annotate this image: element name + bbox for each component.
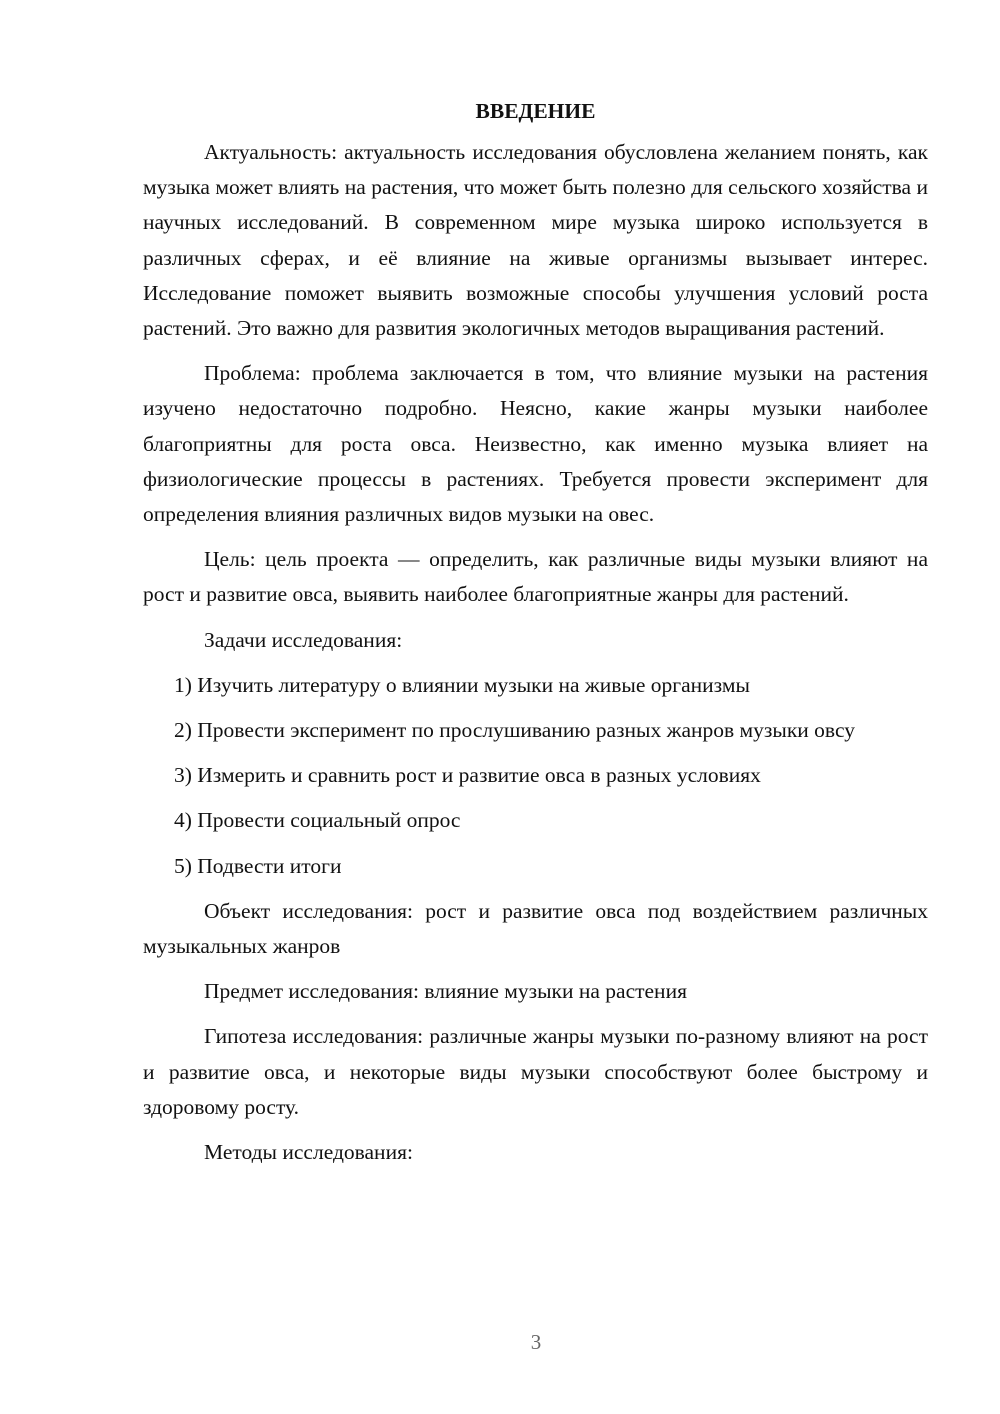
paragraph-problem: Проблема: проблема заключается в том, что влияние музыки на растения изучено недостаточно подробно. Неясно, какие жанры музыки наиболее благоприятны для роста овса. Неизвестно, как именно музыка влияет на физиологические процессы в растениях. Требуется провести эксперимент для определения влияния различных видов музыки на овес. bbox=[143, 361, 928, 527]
paragraph-hypothesis: Гипотеза исследования: различные жанры музыки по-разному влияют на рост и развитие овса, и некоторые виды музыки способствуют более быстрому и здоровому росту. bbox=[143, 1024, 928, 1119]
page-title: ВВЕДЕНИЕ bbox=[475, 99, 596, 123]
paragraph-goal: Цель: цель проекта — определить, как различные виды музыки влияют на рост и развитие овса, выявить наиболее благоприятные жанры для растений. bbox=[143, 547, 928, 607]
page-number: 3 bbox=[530, 1330, 542, 1354]
task-item-3: 3) Измерить и сравнить рост и развитие овса в разных условиях bbox=[174, 763, 761, 788]
task-item-5: 5) Подвести итоги bbox=[174, 853, 342, 878]
methods-heading: Методы исследования: bbox=[204, 1140, 413, 1165]
tasks-heading: Задачи исследования: bbox=[204, 627, 403, 652]
task-item-4: 4) Провести социальный опрос bbox=[174, 808, 461, 833]
task-item-1: 1) Изучить литературу о влиянии музыки на живые организмы bbox=[174, 672, 750, 697]
page-content bbox=[143, 96, 928, 1180]
task-item-2: 2) Провести эксперимент по прослушиванию разных жанров музыки овсу bbox=[174, 718, 855, 743]
paragraph-object: Объект исследования: рост и развитие овса под воздействием различных музыкальных жанров bbox=[143, 898, 928, 959]
paragraph-relevance: Актуальность: актуальность исследования обусловлена желанием понять, как музыка может влиять на растения, что может быть полезно для сельского хозяйства и научных исследований. В современном мире музыка широко используется в различных сферах, и её влияние на живые организмы вызывает интерес. Исследование поможет выявить возможные способы улучшения условий роста растений. Это важно для развития экологичных методов выращивания растений. bbox=[143, 140, 928, 341]
paragraph-subject: Предмет исследования: влияние музыки на растения bbox=[204, 979, 687, 1004]
